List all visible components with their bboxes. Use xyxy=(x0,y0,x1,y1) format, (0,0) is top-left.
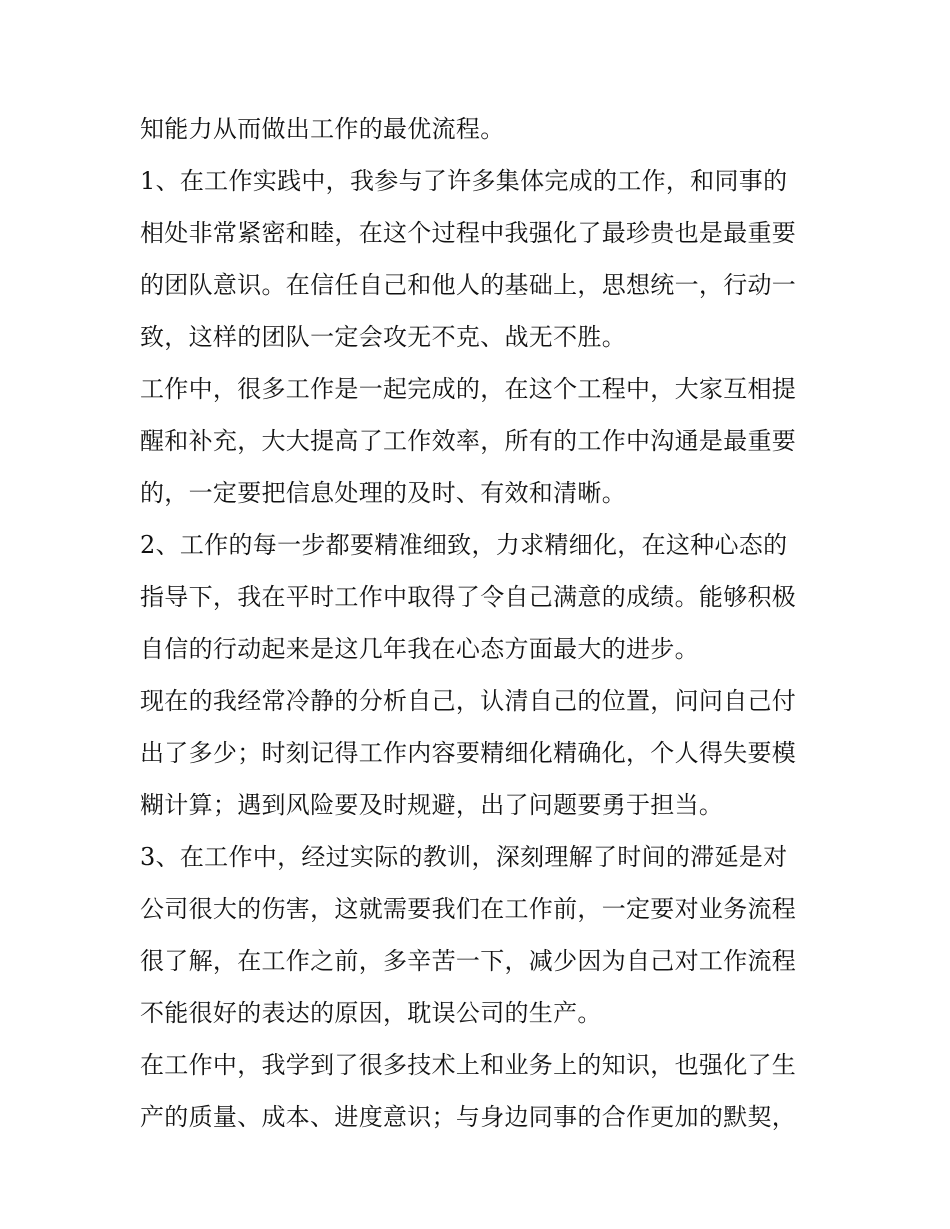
text-line: 的，一定要把信息处理的及时、有效和清晰。 xyxy=(140,479,626,507)
text-line: 2、工作的每一步都要精准细致，力求精细化，在这种心态的 xyxy=(140,531,788,559)
text-line: 醒和补充，大大提高了工作效率，所有的工作中沟通是最重要 xyxy=(140,427,797,455)
text-line: 1、在工作实践中，我参与了许多集体完成的工作，和同事的 xyxy=(140,167,788,195)
document-body xyxy=(140,103,812,1143)
text-line: 不能很好的表达的原因，耽误公司的生产。 xyxy=(140,999,602,1027)
text-line: 知能力从而做出工作的最优流程。 xyxy=(140,115,505,143)
text-line: 糊计算；遇到风险要及时规避，出了问题要勇于担当。 xyxy=(140,791,724,819)
text-line: 3、在工作中，经过实际的教训，深刻理解了时间的滞延是对 xyxy=(140,843,788,871)
text-line: 现在的我经常冷静的分析自己，认清自己的位置，问问自己付 xyxy=(140,687,797,715)
text-line: 公司很大的伤害，这就需要我们在工作前，一定要对业务流程 xyxy=(140,895,797,923)
text-line: 相处非常紧密和睦，在这个过程中我强化了最珍贵也是最重要 xyxy=(140,219,797,247)
text-line: 指导下，我在平时工作中取得了令自己满意的成绩。能够积极 xyxy=(140,583,797,611)
text-line: 产的质量、成本、进度意识；与身边同事的合作更加的默契， xyxy=(140,1103,797,1131)
text-line: 出了多少；时刻记得工作内容要精细化精确化，个人得失要模 xyxy=(140,739,797,767)
text-line: 自信的行动起来是这几年我在心态方面最大的进步。 xyxy=(140,635,699,663)
text-line: 工作中，很多工作是一起完成的，在这个工程中，大家互相提 xyxy=(140,375,797,403)
text-line: 在工作中，我学到了很多技术上和业务上的知识，也强化了生 xyxy=(140,1051,797,1079)
text-line: 很了解，在工作之前，多辛苦一下，减少因为自己对工作流程 xyxy=(140,947,797,975)
text-line: 的团队意识。在信任自己和他人的基础上，思想统一，行动一 xyxy=(140,271,797,299)
text-line: 致，这样的团队一定会攻无不克、战无不胜。 xyxy=(140,323,626,351)
